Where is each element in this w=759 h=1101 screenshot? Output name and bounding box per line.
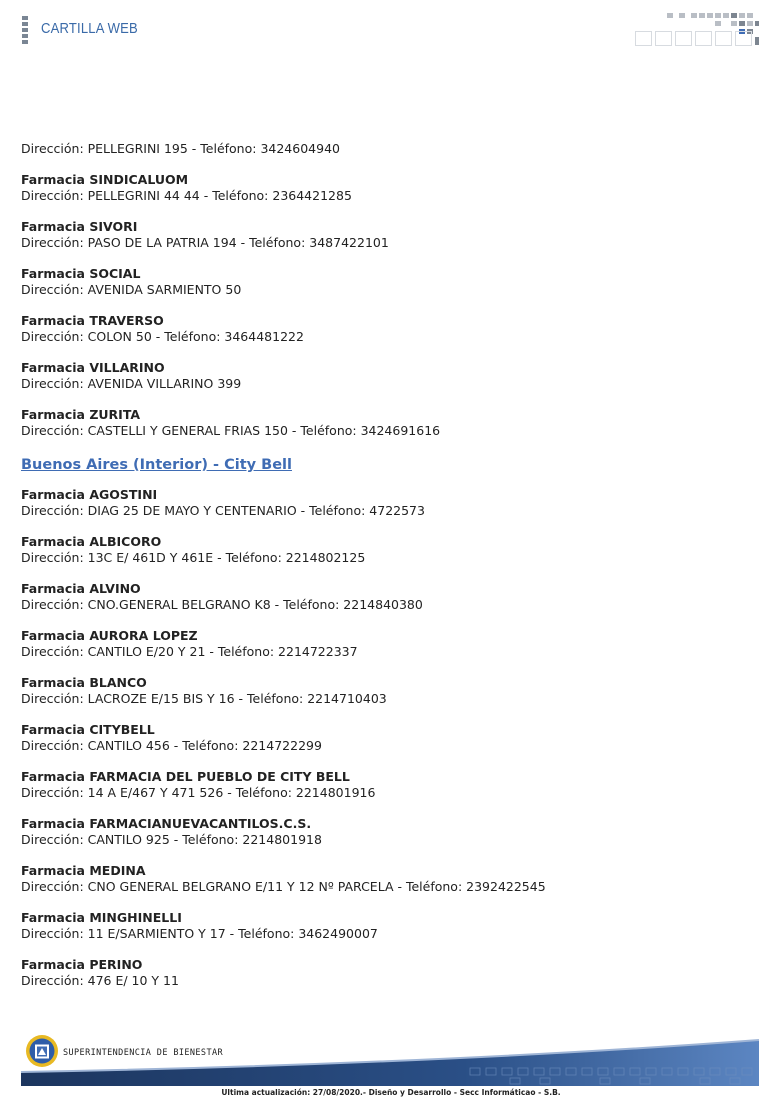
- list-item: [21, 675, 741, 707]
- entry-name: Farmacia FARMACIANUEVACANTILOS.C.S.: [21, 816, 312, 831]
- entry-name: Farmacia SOCIAL: [21, 266, 141, 281]
- entry-address: Dirección: CANTILO 925 - Teléfono: 2214801918: [21, 832, 322, 847]
- entry-address: Dirección: CNO GENERAL BELGRANO E/11 Y 12 Nº PARCELA - Teléfono: 2392422545: [21, 879, 546, 894]
- header-title: CARTILLA WEB: [41, 21, 138, 37]
- entry-address: Dirección: 14 A E/467 Y 471 526 - Teléfono: 2214801916: [21, 785, 376, 800]
- entry-name: Farmacia MINGHINELLI: [21, 910, 182, 925]
- list-item: [21, 487, 741, 519]
- list-item: [21, 581, 741, 613]
- entry-name: Farmacia CITYBELL: [21, 722, 155, 737]
- entry-name: Farmacia FARMACIA DEL PUEBLO DE CITY BELL: [21, 769, 350, 784]
- entry-name: Farmacia SIVORI: [21, 219, 138, 234]
- list-item: [21, 957, 741, 989]
- entry-name: Farmacia ZURITA: [21, 407, 141, 422]
- entry-name: Farmacia SINDICALUOM: [21, 172, 189, 187]
- entry-address: Dirección: 476 E/ 10 Y 11: [21, 973, 179, 988]
- list-item: [21, 360, 741, 392]
- list-item: [21, 910, 741, 942]
- entry-address: Dirección: AVENIDA VILLARINO 399: [21, 376, 242, 391]
- entry-name: Farmacia BLANCO: [21, 675, 147, 690]
- entry-name: Farmacia AURORA LOPEZ: [21, 628, 198, 643]
- entry-name: Farmacia MEDINA: [21, 863, 146, 878]
- page-header: [0, 0, 759, 60]
- list-item: [21, 816, 741, 848]
- entry-address: Dirección: PASO DE LA PATRIA 194 - Teléfono: 3487422101: [21, 235, 389, 250]
- list-item: [21, 769, 741, 801]
- entry-address: Dirección: CNO.GENERAL BELGRANO K8 - Teléfono: 2214840380: [21, 597, 423, 612]
- pharmacy-list: [21, 141, 741, 1004]
- entry-address: Dirección: AVENIDA SARMIENTO 50: [21, 282, 242, 297]
- list-item: [21, 172, 741, 204]
- entry-address: Dirección: 13C E/ 461D Y 461E - Teléfono: 2214802125: [21, 550, 366, 565]
- entry-address: Dirección: PELLEGRINI 195 - Teléfono: 3424604940: [21, 141, 340, 156]
- header-accent-bar: [22, 16, 28, 46]
- list-item: [21, 313, 741, 345]
- entry-address: Dirección: PELLEGRINI 44 44 - Teléfono: 2364421285: [21, 188, 352, 203]
- entry-name: Farmacia VILLARINO: [21, 360, 165, 375]
- section-title-link[interactable]: Buenos Aires (Interior) - City Bell: [21, 457, 292, 473]
- list-item: [21, 628, 741, 660]
- footer-organization-name: SUPERINTENDENCIA DE BIENESTAR: [63, 1048, 224, 1058]
- entry-name: Farmacia AGOSTINI: [21, 487, 158, 502]
- page-footer: [0, 1028, 759, 1101]
- list-item: [21, 141, 741, 157]
- header-pixel-decoration-icon: [635, 11, 759, 47]
- entry-address: Dirección: CANTILO 456 - Teléfono: 2214722299: [21, 738, 322, 753]
- entry-address: Dirección: CASTELLI Y GENERAL FRIAS 150 - Teléfono: 3424691616: [21, 423, 441, 438]
- entry-name: Farmacia TRAVERSO: [21, 313, 164, 328]
- entry-address: Dirección: COLON 50 - Teléfono: 3464481222: [21, 329, 304, 344]
- list-item: [21, 219, 741, 251]
- list-item: [21, 407, 741, 439]
- footer-wave-band: [0, 1028, 759, 1090]
- list-item: [21, 863, 741, 895]
- entry-address: Dirección: DIAG 25 DE MAYO Y CENTENARIO - Teléfono: 4722573: [21, 503, 425, 518]
- list-item: [21, 722, 741, 754]
- entry-name: Farmacia ALVINO: [21, 581, 141, 596]
- list-item: [21, 266, 741, 298]
- entry-address: Dirección: LACROZE E/15 BIS Y 16 - Teléfono: 2214710403: [21, 691, 387, 706]
- entry-name: Farmacia PERINO: [21, 957, 143, 972]
- entry-name: Farmacia ALBICORO: [21, 534, 162, 549]
- entry-address: Dirección: 11 E/SARMIENTO Y 17 - Teléfono: 3462490007: [21, 926, 378, 941]
- entry-address: Dirección: CANTILO E/20 Y 21 - Teléfono: 2214722337: [21, 644, 358, 659]
- superintendencia-seal-icon: [25, 1032, 59, 1070]
- footer-update-text: Ultima actualización: 27/08/2020.- Diseño y Desarrollo - Secc Informáticao - S.B.: [221, 1088, 561, 1097]
- list-item: [21, 534, 741, 566]
